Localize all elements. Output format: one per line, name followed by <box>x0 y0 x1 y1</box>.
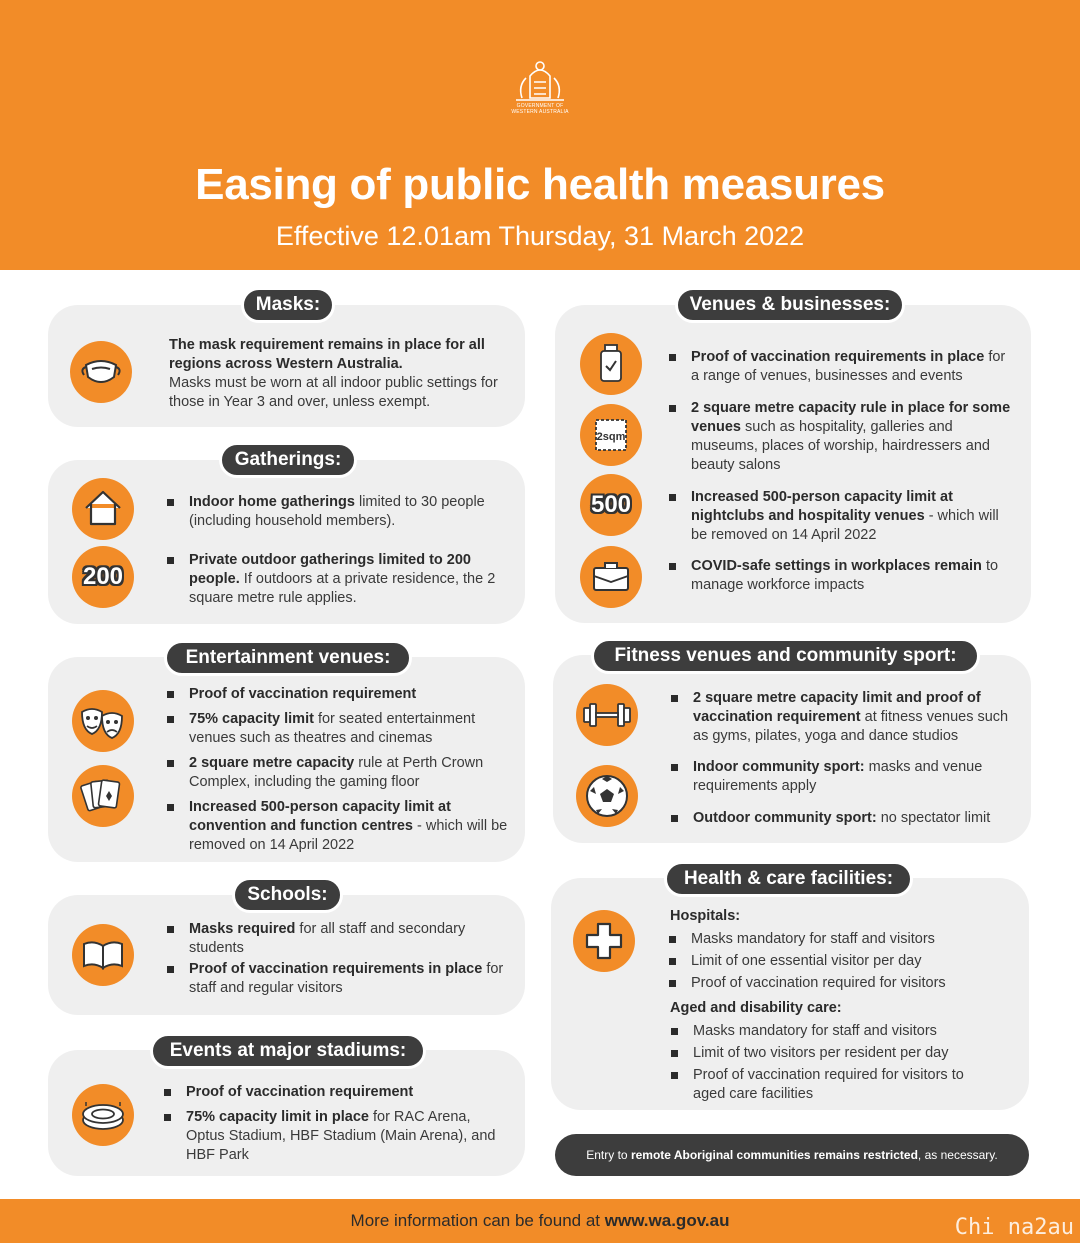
venues-heading: Venues & businesses: <box>675 287 905 323</box>
gatherings-item-2: Private outdoor gatherings limited to 200 people. If outdoors at a private residence, the 2 square metre rule applies. <box>189 551 509 608</box>
aboriginal-communities-note: Entry to remote Aboriginal communities remains restricted, as necessary. <box>555 1134 1029 1176</box>
entertainment-item-2: 75% capacity limit for seated entertainment venues such as theatres and cinemas <box>189 710 509 748</box>
stadiums-item-1: Proof of vaccination requirement <box>186 1083 511 1102</box>
face-mask-icon <box>70 341 132 403</box>
soccer-ball-icon <box>576 765 638 827</box>
fitness-item-1: 2 square metre capacity limit and proof of vaccination requirement at fitness venues such as gyms, pilates, yoga and dance studios <box>693 689 1011 746</box>
venues-item-4: COVID-safe settings in workplaces remain to manage workforce impacts <box>691 557 1011 595</box>
book-icon <box>72 924 134 986</box>
fitness-item-3: Outdoor community sport: no spectator limit <box>693 809 1011 828</box>
hospitals-item-3: Proof of vaccination required for visitors <box>691 974 1011 993</box>
venues-item-3: Increased 500-person capacity limit at nightclubs and hospitality venues - which will be removed on 14 April 2022 <box>691 488 1011 545</box>
capacity-500-icon: 500 <box>580 474 642 536</box>
page-title: Easing of public health measures <box>195 160 885 209</box>
playing-cards-icon <box>72 765 134 827</box>
hospitals-item-2: Limit of one essential visitor per day <box>691 952 1011 971</box>
venues-item-2: 2 square metre capacity rule in place for some venues such as hospitality, galleries and museums, places of worship, hairdressers and beauty salons <box>691 400 1011 473</box>
entertainment-item-3: 2 square metre capacity rule at Perth Crown Complex, including the gaming floor <box>189 754 509 792</box>
house-icon <box>72 478 134 540</box>
venues-item-1: Proof of vaccination requirements in place for a range of venues, businesses and events <box>691 348 1011 386</box>
aged-item-1: Masks mandatory for staff and visitors <box>693 1022 983 1041</box>
entertainment-heading: Entertainment venues: <box>164 640 412 676</box>
footer-banner <box>0 1199 1080 1243</box>
theatre-masks-icon <box>72 690 134 752</box>
hospitals-label: Hospitals: <box>670 908 741 924</box>
schools-item-2: Proof of vaccination requirements in place for staff and regular visitors <box>189 960 509 998</box>
schools-item-1: Masks required for all staff and secondary students <box>189 920 509 958</box>
fitness-item-2: Indoor community sport: masks and venue requirements apply <box>693 758 1011 796</box>
aged-item-3: Proof of vaccination required for visitors to aged care facilities <box>693 1066 983 1104</box>
aged-item-2: Limit of two visitors per resident per day <box>693 1044 983 1063</box>
footer-text: More information can be found at <box>350 1211 601 1230</box>
gatherings-heading: Gatherings: <box>219 442 357 478</box>
stadiums-heading: Events at major stadiums: <box>150 1033 426 1069</box>
vaccine-vial-icon <box>580 333 642 395</box>
dumbbell-icon <box>576 684 638 746</box>
two-sqm-label: 2sqm <box>596 431 626 443</box>
fitness-heading: Fitness venues and community sport: <box>591 638 980 674</box>
schools-heading: Schools: <box>232 877 343 913</box>
page-subtitle: Effective 12.01am Thursday, 31 March 2022 <box>275 221 805 251</box>
health-heading: Health & care facilities: <box>664 861 913 897</box>
stadium-icon <box>72 1084 134 1146</box>
capacity-200-icon: 200 <box>72 546 134 608</box>
entertainment-item-1: Proof of vaccination requirement <box>189 685 509 704</box>
entertainment-item-4: Increased 500-person capacity limit at convention and function centres - which will be removed on 14 April 2022 <box>189 799 508 853</box>
medical-cross-icon <box>573 910 635 972</box>
masks-text: The mask requirement remains in place for all regions across Western Australia. Masks must be worn at all indoor public settings for those in Year 3 and over, unless exempt. <box>169 337 498 410</box>
gatherings-item-1: Indoor home gatherings limited to 30 people (including household members). <box>189 493 509 531</box>
hospitals-item-1: Masks mandatory for staff and visitors <box>691 930 1011 949</box>
two-sqm-icon <box>580 404 642 466</box>
header-banner <box>0 0 1080 270</box>
masks-heading: Masks: <box>241 287 335 323</box>
briefcase-icon <box>580 546 642 608</box>
stadiums-item-2: 75% capacity limit in place for RAC Arena, Optus Stadium, HBF Stadium (Main Arena), and HBF Park <box>186 1108 511 1165</box>
crest-caption: GOVERNMENT OF WESTERN AUSTRALIA <box>511 103 569 115</box>
aged-care-label: Aged and disability care: <box>670 1000 842 1016</box>
footer-link[interactable]: www.wa.gov.au <box>604 1211 730 1230</box>
watermark: Chi na2au <box>954 1215 1074 1240</box>
